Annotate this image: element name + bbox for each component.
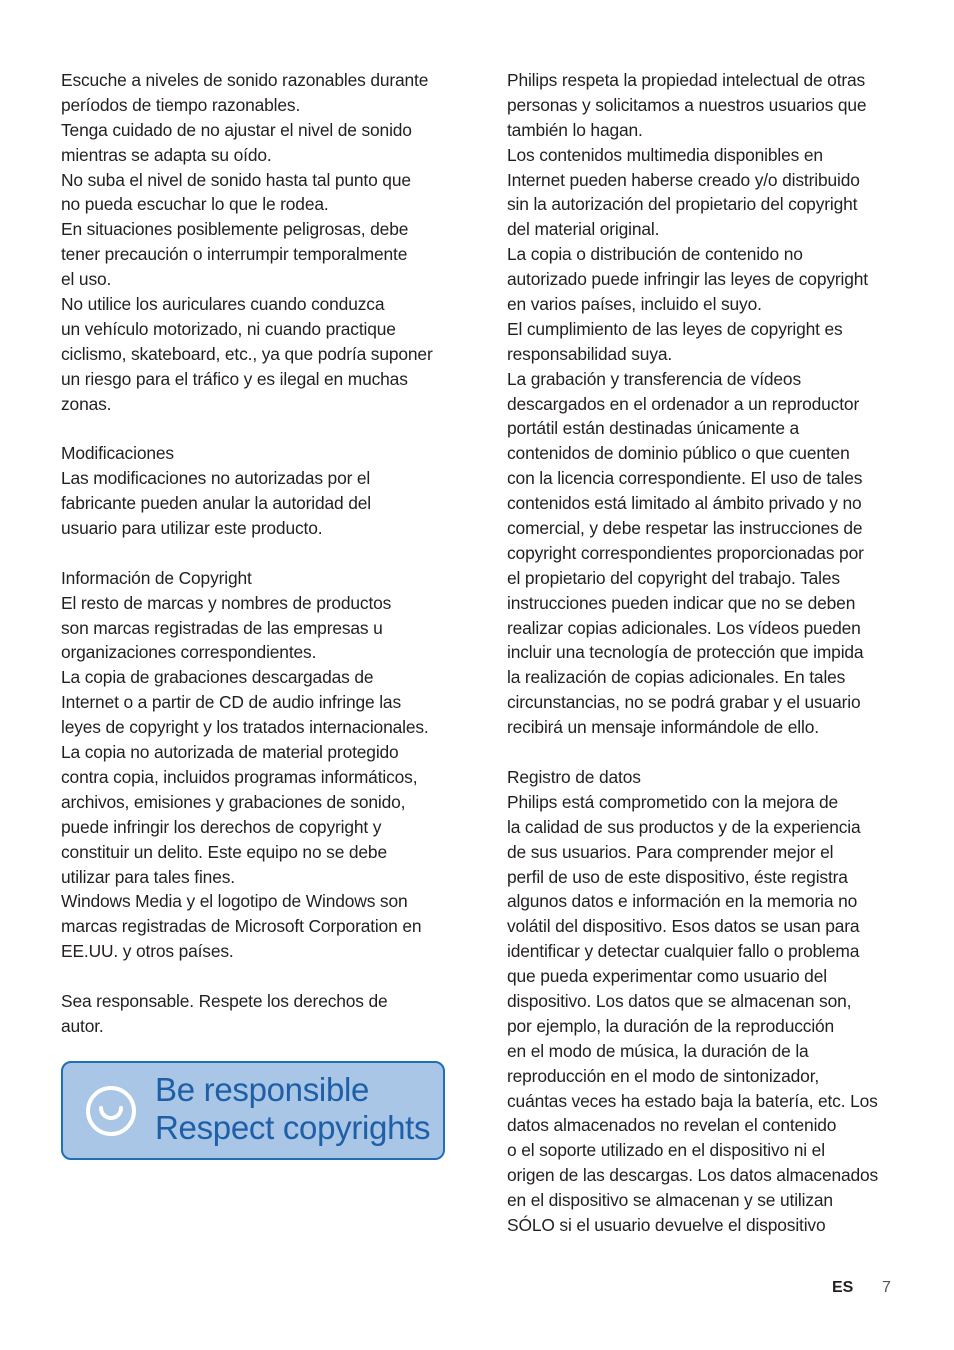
text-line: Registro de datos <box>507 766 641 787</box>
text-line: también lo hagan. <box>507 119 643 140</box>
text-line: portátil están destinadas únicamente a <box>507 418 800 439</box>
text-line: tener precaución o interrumpir temporalmente <box>61 244 408 265</box>
power-circle-icon <box>85 1085 137 1137</box>
text-line: Sea responsable. Respete los derechos de <box>61 990 388 1011</box>
text-line: en el modo de música, la duración de la <box>507 1040 809 1061</box>
text-line: incluir una tecnología de protección que impida <box>507 642 864 663</box>
paragraph-gap <box>61 416 451 441</box>
text-line: EE.UU. y otros países. <box>61 941 234 962</box>
text-line: SÓLO si el usuario devuelve el dispositivo <box>507 1214 826 1235</box>
text-line: contenidos de dominio público o que cuenten <box>507 443 850 464</box>
text-line: Modificaciones <box>61 443 174 464</box>
text-line: el uso. <box>61 269 112 290</box>
text-line: zonas. <box>61 393 112 414</box>
text-line: organizaciones correspondientes. <box>61 642 317 663</box>
text-line: Internet o a partir de CD de audio infringe las <box>61 692 401 713</box>
text-line: La copia no autorizada de material protegido <box>61 742 399 763</box>
text-line: cuántas veces ha estado baja la batería, etc. Los <box>507 1090 878 1111</box>
text-line: El resto de marcas y nombres de productos <box>61 592 392 613</box>
text-line: puede infringir los derechos de copyright y <box>61 816 382 837</box>
text-line: un vehículo motorizado, ni cuando practique <box>61 318 396 339</box>
text-line: períodos de tiempo razonables. <box>61 94 301 115</box>
paragraph-gap <box>507 740 897 765</box>
text-line: leyes de copyright y los tratados internacionales. <box>61 717 429 738</box>
text-line: comercial, y debe respetar las instrucciones de <box>507 518 863 539</box>
text-line: datos almacenados no revelan el contenido <box>507 1115 837 1136</box>
left-column <box>61 68 451 1039</box>
text-line: La grabación y transferencia de vídeos <box>507 368 801 389</box>
text-line: Tenga cuidado de no ajustar el nivel de sonido <box>61 119 412 140</box>
copyright-banner <box>61 1061 445 1160</box>
text-line: origen de las descargas. Los datos almacenados <box>507 1165 879 1186</box>
text-line: Philips respeta la propiedad intelectual de otras <box>507 70 866 90</box>
text-line: identificar y detectar cualquier fallo o problema <box>507 941 860 962</box>
text-line: En situaciones posiblemente peligrosas, debe <box>61 219 409 240</box>
text-line: recibirá un mensaje informándole de ello. <box>507 717 819 738</box>
text-line: o el soporte utilizado en el dispositivo ni el <box>507 1140 825 1161</box>
text-line: dispositivo. Los datos que se almacenan son, <box>507 990 852 1011</box>
text-line: El cumplimiento de las leyes de copyright es <box>507 318 843 339</box>
text-line: un riesgo para el tráfico y es ilegal en muchas <box>61 368 408 389</box>
text-line: reproducción en el modo de sintonizador, <box>507 1065 820 1086</box>
text-line: en varios países, incluido el suyo. <box>507 294 762 315</box>
text-line: con la licencia correspondiente. El uso de tales <box>507 468 863 489</box>
text-line: archivos, emisiones y grabaciones de sonido, <box>61 791 406 812</box>
banner-line-2: Respect copyrights <box>155 1109 431 1146</box>
text-line: que pueda experimentar como usuario del <box>507 966 827 987</box>
text-line: la calidad de sus productos y de la experiencia <box>507 816 861 837</box>
right-column <box>507 68 897 1238</box>
page-number: 7 <box>882 1279 891 1296</box>
paragraph-gap <box>61 541 451 566</box>
text-line: ciclismo, skateboard, etc., ya que podría suponer <box>61 343 433 364</box>
text-line: copyright correspondientes proporcionadas por <box>507 542 864 563</box>
banner-line-1: Be responsible <box>155 1071 370 1108</box>
text-line: constituir un delito. Este equipo no se debe <box>61 841 387 862</box>
text-line: Windows Media y el logotipo de Windows son <box>61 891 408 912</box>
text-line: personas y solicitamos a nuestros usuarios que <box>507 94 867 115</box>
language-code: ES <box>832 1279 854 1296</box>
text-line: La copia de grabaciones descargadas de <box>61 667 374 688</box>
text-line: autor. <box>61 1015 104 1036</box>
text-line: usuario para utilizar este producto. <box>61 518 323 539</box>
text-line: descargados en el ordenador a un reproductor <box>507 393 860 414</box>
text-line: Las modificaciones no autorizadas por el <box>61 468 371 489</box>
text-line: utilizar para tales fines. <box>61 866 235 887</box>
paragraph-gap <box>61 964 451 989</box>
text-line: contra copia, incluidos programas informáticos, <box>61 766 418 787</box>
text-line: circunstancias, no se podrá grabar y el usuario <box>507 692 861 713</box>
text-line: no pueda escuchar lo que le rodea. <box>61 194 329 215</box>
text-line: mientras se adapta su oído. <box>61 144 272 165</box>
text-line: el propietario del copyright del trabajo. Tales <box>507 567 840 588</box>
text-line: No suba el nivel de sonido hasta tal punto que <box>61 169 411 190</box>
text-line: autorizado puede infringir las leyes de copyright <box>507 269 868 290</box>
text-line: del material original. <box>507 219 660 240</box>
text-line: por ejemplo, la duración de la reproducción <box>507 1015 835 1036</box>
text-line: Philips está comprometido con la mejora de <box>507 791 839 812</box>
text-line: La copia o distribución de contenido no <box>507 244 803 265</box>
text-line: realizar copias adicionales. Los vídeos pueden <box>507 617 861 638</box>
text-line: instrucciones pueden indicar que no se deben <box>507 592 856 613</box>
text-line: volátil del dispositivo. Esos datos se usan para <box>507 916 860 937</box>
text-line: marcas registradas de Microsoft Corporation en <box>61 916 422 937</box>
text-line: Los contenidos multimedia disponibles en <box>507 144 823 165</box>
text-line: Escuche a niveles de sonido razonables durante <box>61 70 429 90</box>
text-line: algunos datos e información en la memoria no <box>507 891 858 912</box>
text-line: Información de Copyright <box>61 567 252 588</box>
text-line: en el dispositivo se almacenan y se utilizan <box>507 1190 833 1211</box>
text-line: contenidos está limitado al ámbito privado y no <box>507 493 862 514</box>
text-line: son marcas registradas de las empresas u <box>61 617 383 638</box>
text-line: sin la autorización del propietario del copyright <box>507 194 858 215</box>
text-line: Internet pueden haberse creado y/o distribuido <box>507 169 860 190</box>
text-line: responsabilidad suya. <box>507 343 673 364</box>
text-line: No utilice los auriculares cuando conduzca <box>61 294 385 315</box>
text-line: perfil de uso de este dispositivo, éste registra <box>507 866 848 887</box>
text-line: la realización de copias adicionales. En tales <box>507 667 846 688</box>
text-line: fabricante pueden anular la autoridad del <box>61 493 372 514</box>
text-line: de sus usuarios. Para comprender mejor el <box>507 841 834 862</box>
